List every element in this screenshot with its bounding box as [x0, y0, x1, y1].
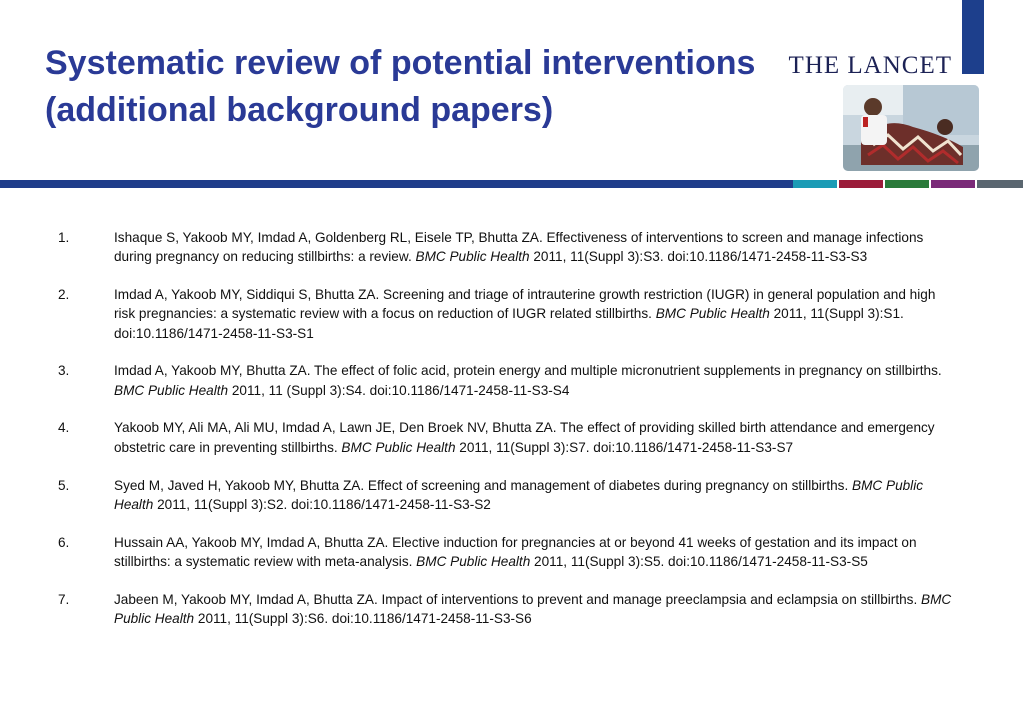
- reference-citation: 2011, 11(Suppl 3):S6. doi:10.1186/1471-2458-11-S3-S6: [194, 610, 532, 626]
- reference-number: 7.: [58, 591, 70, 607]
- reference-citation: 2011, 11(Suppl 3):S7. doi:10.1186/1471-2458-11-S3-S7: [455, 439, 794, 455]
- reference-journal: BMC Public Health: [114, 477, 924, 512]
- divider-main: [0, 180, 793, 188]
- reference-authors-title: Imdad A, Yakoob MY, Siddiqui S, Bhutta ZA. Screening and triage of intrauterine growth restriction (IUGR) in general population and high risk pregnancies: a systematic review with a focus on reduction of IUGR related stillbirths.: [114, 287, 936, 322]
- reference-number: 2.: [58, 287, 70, 303]
- logo-accent-bar: [962, 0, 984, 74]
- reference-text: [114, 533, 958, 571]
- header-divider: [0, 180, 1023, 188]
- reference-citation: 2011, 11(Suppl 3):S5. doi:10.1186/1471-2458-11-S3-S5: [530, 553, 868, 569]
- reference-journal: BMC Public Health: [415, 249, 530, 265]
- reference-item: [58, 476, 958, 514]
- reference-text: [114, 228, 958, 266]
- reference-item: [58, 533, 958, 571]
- divider-purple: [931, 180, 975, 188]
- reference-authors-title: Yakoob MY, Ali MA, Ali MU, Imdad A, Lawn JE, Den Broek NV, Bhutta ZA. The effect of providing skilled birth attendance and emergency obstetric care in preventing stillbirths.: [114, 420, 935, 455]
- reference-citation: 2011, 11(Suppl 3):S3. doi:10.1186/1471-2458-11-S3-S3: [529, 249, 868, 265]
- journal-logo: THE LANCET: [788, 52, 952, 79]
- reference-item: [58, 228, 958, 266]
- reference-text: [114, 285, 958, 343]
- divider-green: [885, 180, 929, 188]
- reference-item: [58, 590, 958, 628]
- reference-number: 5.: [58, 477, 70, 493]
- reference-number: 6.: [58, 534, 70, 550]
- reference-citation: 2011, 11(Suppl 3):S2. doi:10.1186/1471-2458-11-S3-S2: [153, 496, 491, 512]
- reference-list: [58, 228, 958, 647]
- reference-authors-title: Imdad A, Yakoob MY, Bhutta ZA. The effect of folic acid, protein energy and multiple micronutrient supplements in pregnancy on stillbirths.: [114, 363, 942, 379]
- reference-journal: BMC Public Health: [416, 553, 531, 569]
- reference-item: [58, 418, 958, 456]
- reference-citation: 2011, 11(Suppl 3):S1. doi:10.1186/1471-2458-11-S3-S1: [114, 306, 904, 341]
- divider-teal: [793, 180, 837, 188]
- reference-journal: BMC Public Health: [655, 306, 770, 322]
- reference-journal: BMC Public Health: [114, 591, 952, 626]
- divider-red: [839, 180, 883, 188]
- reference-text: [114, 418, 958, 456]
- reference-item: [58, 285, 958, 343]
- reference-text: [114, 476, 958, 514]
- reference-authors-title: Ishaque S, Yakoob MY, Imdad A, Goldenberg RL, Eisele TP, Bhutta ZA. Effectiveness of interventions to screen and manage infections during pregnancy on reducing stillbirths: a review.: [114, 230, 924, 265]
- reference-number: 3.: [58, 363, 70, 379]
- reference-authors-title: Syed M, Javed H, Yakoob MY, Bhutta ZA. Effect of screening and management of diabetes during pregnancy on stillbirths.: [114, 477, 853, 493]
- title-line-2: (additional background papers): [45, 91, 554, 129]
- reference-citation: 2011, 11 (Suppl 3):S4. doi:10.1186/1471-2458-11-S3-S4: [228, 382, 570, 398]
- reference-authors-title: Jabeen M, Yakoob MY, Imdad A, Bhutta ZA. Impact of interventions to prevent and manage preeclampsia and eclampsia on stillbirths.: [114, 591, 922, 607]
- slide-title: [45, 40, 875, 134]
- reference-text: [114, 361, 958, 399]
- reference-text: [114, 590, 958, 628]
- divider-gray: [977, 180, 1023, 188]
- reference-authors-title: Hussain AA, Yakoob MY, Imdad A, Bhutta ZA. Elective induction for pregnancies at or beyond 41 weeks of gestation and its impact on stillbirths: a systematic review with meta-analysis.: [114, 534, 917, 569]
- clinical-photo: [843, 85, 979, 171]
- reference-item: [58, 361, 958, 399]
- reference-number: 1.: [58, 230, 70, 245]
- reference-journal: BMC Public Health: [114, 382, 229, 398]
- title-line-1: Systematic review of potential interventions: [45, 44, 756, 82]
- reference-journal: BMC Public Health: [341, 439, 456, 455]
- reference-number: 4.: [58, 420, 70, 436]
